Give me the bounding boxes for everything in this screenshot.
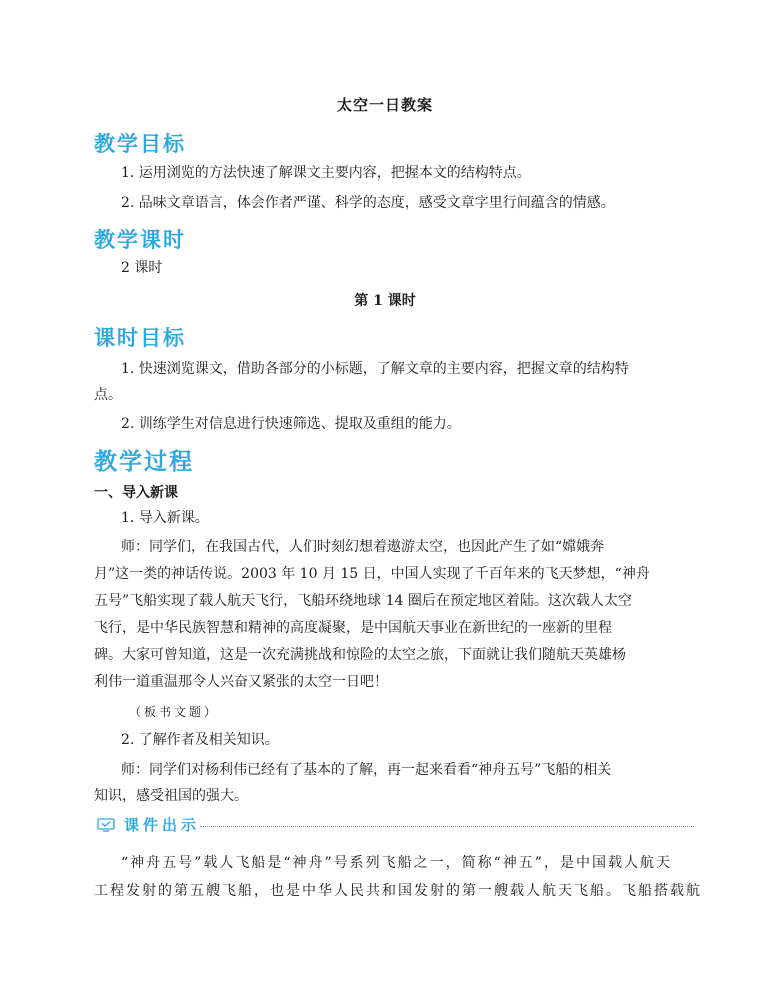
lesson-objective-item: 2. 训练学生对信息进行快速筛选、提取及重组的能力。 [121, 416, 461, 432]
paragraph-line: 碑。大家可曾知道，这是一次充满挑战和惊险的太空之旅，下面就让我们随航天英雄杨 [94, 647, 626, 663]
paragraph-line: 师：同学们对杨利伟已经有了基本的了解，再一起来看看“神舟五号”飞船的相关 [121, 762, 612, 778]
section-heading-objectives: 教学目标 [94, 132, 186, 156]
lesson-objective-item: 1. 快速浏览课文，借助各部分的小标题，了解文章的主要内容，把握文章的结构特 [121, 361, 629, 377]
paragraph-line: 五号”飞船实现了载人航天飞行，飞船环绕地球 14 圈后在预定地区着陆。这次载人太空 [94, 593, 632, 609]
courseware-line: “神舟五号”载人飞船是“神舟”号系列飞船之一，简称“神五”，是中国载人航天 [121, 855, 672, 871]
document-title: 太空一日教案 [336, 96, 433, 114]
part-heading: 一、导入新课 [94, 485, 178, 501]
section-heading-hours: 教学课时 [94, 228, 186, 252]
paragraph-line: 知识，感受祖国的强大。 [94, 788, 248, 804]
board-note: （板书文题） [129, 705, 220, 719]
paragraph-line: 师：同学们，在我国古代，人们时刻幻想着遨游太空，也因此产生了如“嫦娥奔 [121, 539, 605, 555]
paragraph-line: 飞行，是中华民族智慧和精神的高度凝聚，是中国航天事业在新世纪的一座新的里程 [94, 620, 612, 636]
step-text: 1. 导入新课。 [121, 510, 209, 526]
objective-item: 1. 运用浏览的方法快速了解课文主要内容，把握本文的结构特点。 [121, 165, 531, 181]
paragraph-line: 月”这一类的神话传说。2003 年 10 月 15 日，中国人实现了千百年来的飞天梦想，“神舟 [94, 566, 650, 582]
objective-item: 2. 品味文章语言，体会作者严谨、科学的态度，感受文章字里行间蕴含的情感。 [121, 195, 615, 211]
dotted-divider [200, 826, 694, 827]
hours-value: 2 课时 [121, 260, 163, 276]
screen-icon [97, 818, 115, 832]
lesson-objective-item: 点。 [94, 387, 122, 403]
courseware-banner [94, 814, 694, 838]
paragraph-line: 利伟一道重温那令人兴奋又紧张的太空一日吧！ [94, 674, 388, 690]
section-heading-process: 教学过程 [94, 449, 194, 475]
courseware-line: 工程发射的第五艘飞船，也是中华人民共和国发射的第一艘载人航天飞船。飞船搭载航 [94, 883, 702, 899]
courseware-label: 课件出示 [124, 816, 201, 834]
step-text: 2. 了解作者及相关知识。 [121, 732, 279, 748]
section-heading-lesson-objectives: 课时目标 [94, 326, 186, 350]
lesson-title: 第 1 课时 [354, 293, 416, 309]
